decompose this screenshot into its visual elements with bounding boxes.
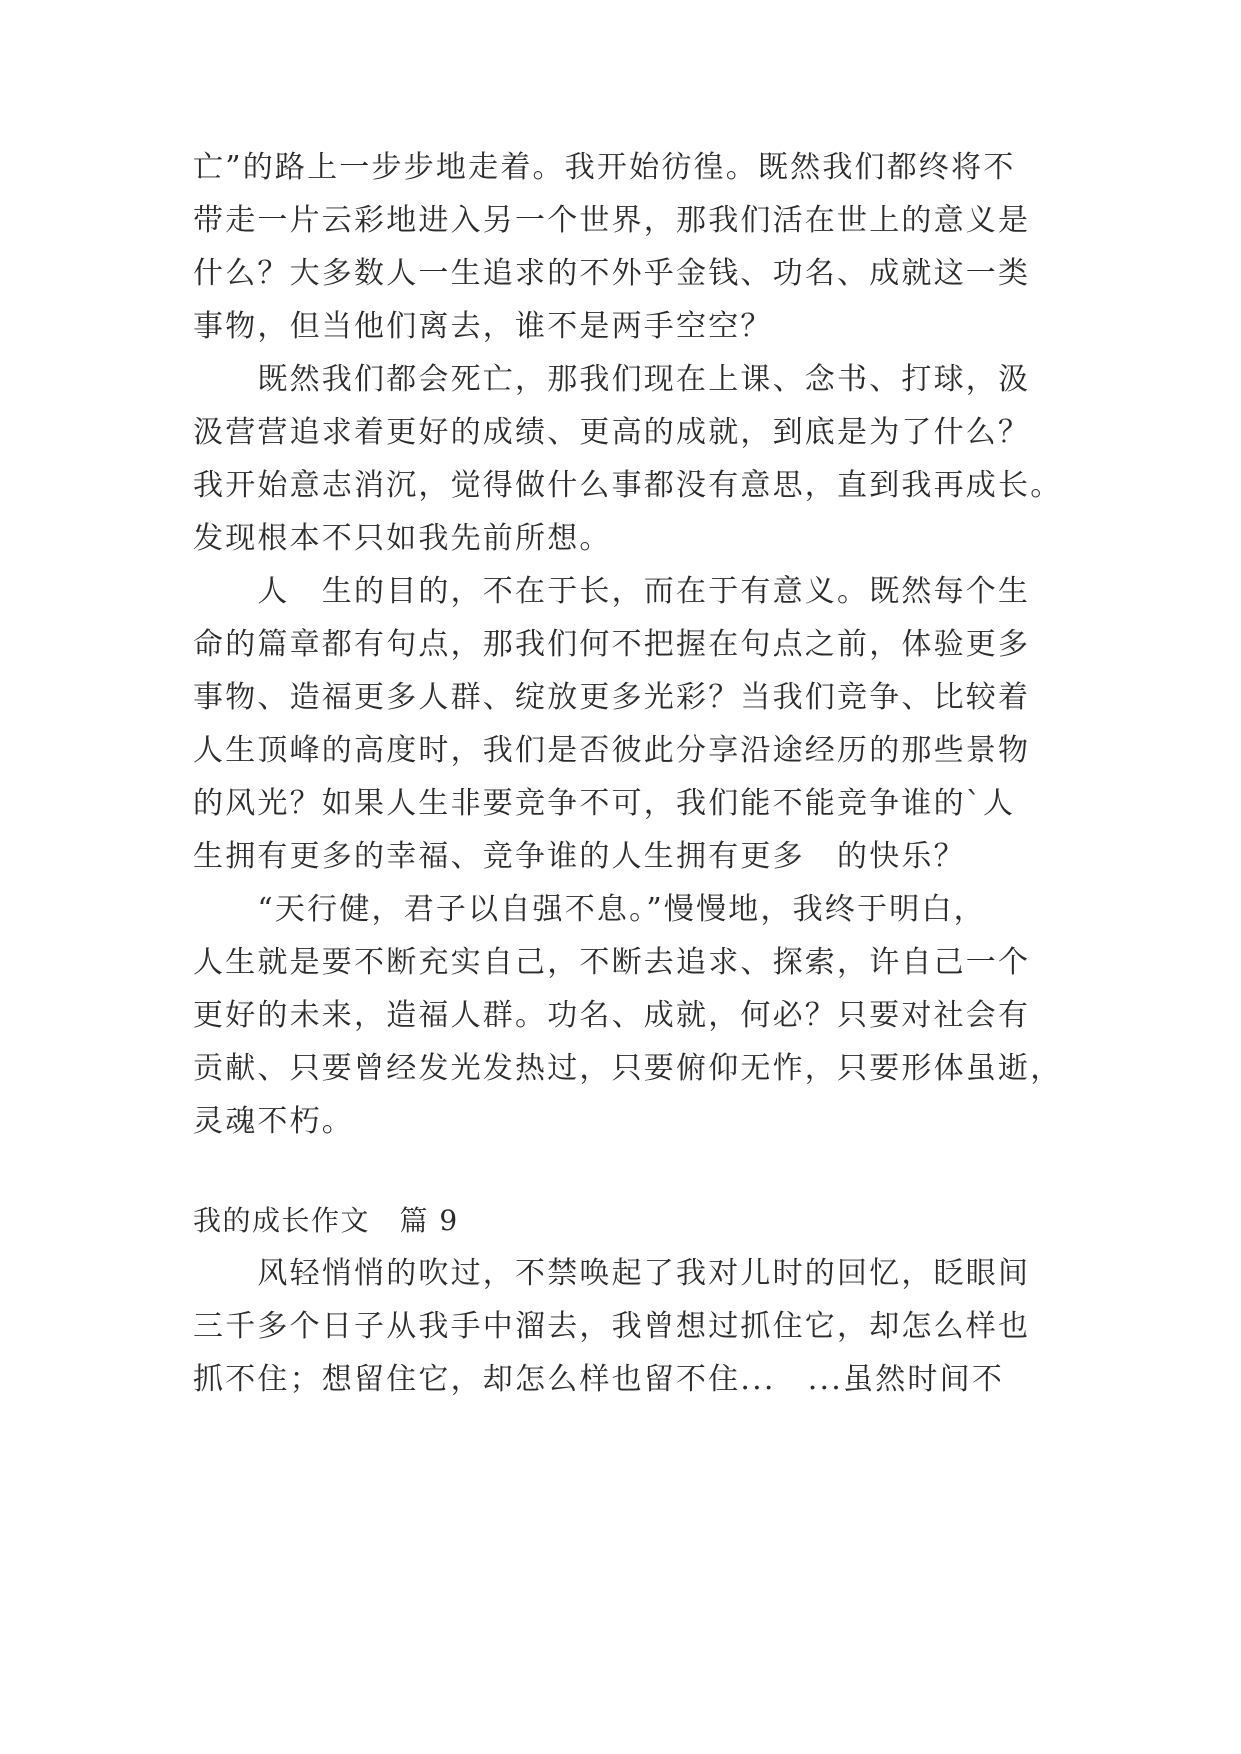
text-line: “天行健，君子以自强不息。”慢慢地，我终于明白， [193, 892, 986, 927]
text-line: 人生就是要不断充实自己，不断去追求、探索，许自己一个 [193, 945, 1031, 980]
text-line: 亡”的路上一步步地走着。我开始彷徨。既然我们都终将不 [193, 150, 1016, 185]
text-line: 带走一片云彩地进入另一个世界，那我们活在世上的意义是 [193, 203, 1031, 238]
text-line: 什么？大多数人一生追求的不外乎金钱、功名、成就这一类 [193, 256, 1031, 291]
text-line: 人生顶峰的高度时，我们是否彼此分享沿途经历的那些景物 [193, 733, 1031, 768]
text-line: 灵魂不朽。 [193, 1104, 354, 1139]
text-line: 生拥有更多的幸福、竞争谁的人生拥有更多 的快乐？ [193, 839, 966, 874]
text-line: 事物、造福更多人群、绽放更多光彩？当我们竞争、比较着 [193, 680, 1031, 715]
text-line: 三千多个日子从我手中溜去，我曾想过抓住它，却怎么样也 [193, 1309, 1031, 1344]
text-line: 我开始意志消沉，觉得做什么事都没有意思，直到我再成长。 [193, 468, 1063, 503]
section-heading: 我的成长作文 篇 9 [193, 1204, 459, 1237]
text-line: 发现根本不只如我先前所想。 [193, 521, 612, 556]
text-line: 的风光？如果人生非要竞争不可，我们能不能竞争谁的`人 [193, 786, 1016, 821]
text-line: 抓不住；想留住它，却怎么样也留不住... ...虽然时间不 [193, 1362, 1005, 1397]
text-line: 事物，但当他们离去，谁不是两手空空？ [193, 309, 773, 344]
text-line: 人 生的目的，不在于长，而在于有意义。既然每个生 [193, 574, 1031, 609]
text-line: 既然我们都会死亡，那我们现在上课、念书、打球，汲 [193, 362, 1031, 397]
text-line: 贡献、只要曾经发光发热过，只要俯仰无怍，只要形体虽逝， [193, 1051, 1063, 1086]
text-line: 更好的未来，造福人群。功名、成就，何必？只要对社会有 [193, 998, 1031, 1033]
text-line: 汲营营追求着更好的成绩、更高的成就，到底是为了什么？ [193, 415, 1031, 450]
text-line: 风轻悄悄的吹过，不禁唤起了我对儿时的回忆，眨眼间 [193, 1256, 1031, 1291]
text-line: 命的篇章都有句点，那我们何不把握在句点之前，体验更多 [193, 627, 1031, 662]
